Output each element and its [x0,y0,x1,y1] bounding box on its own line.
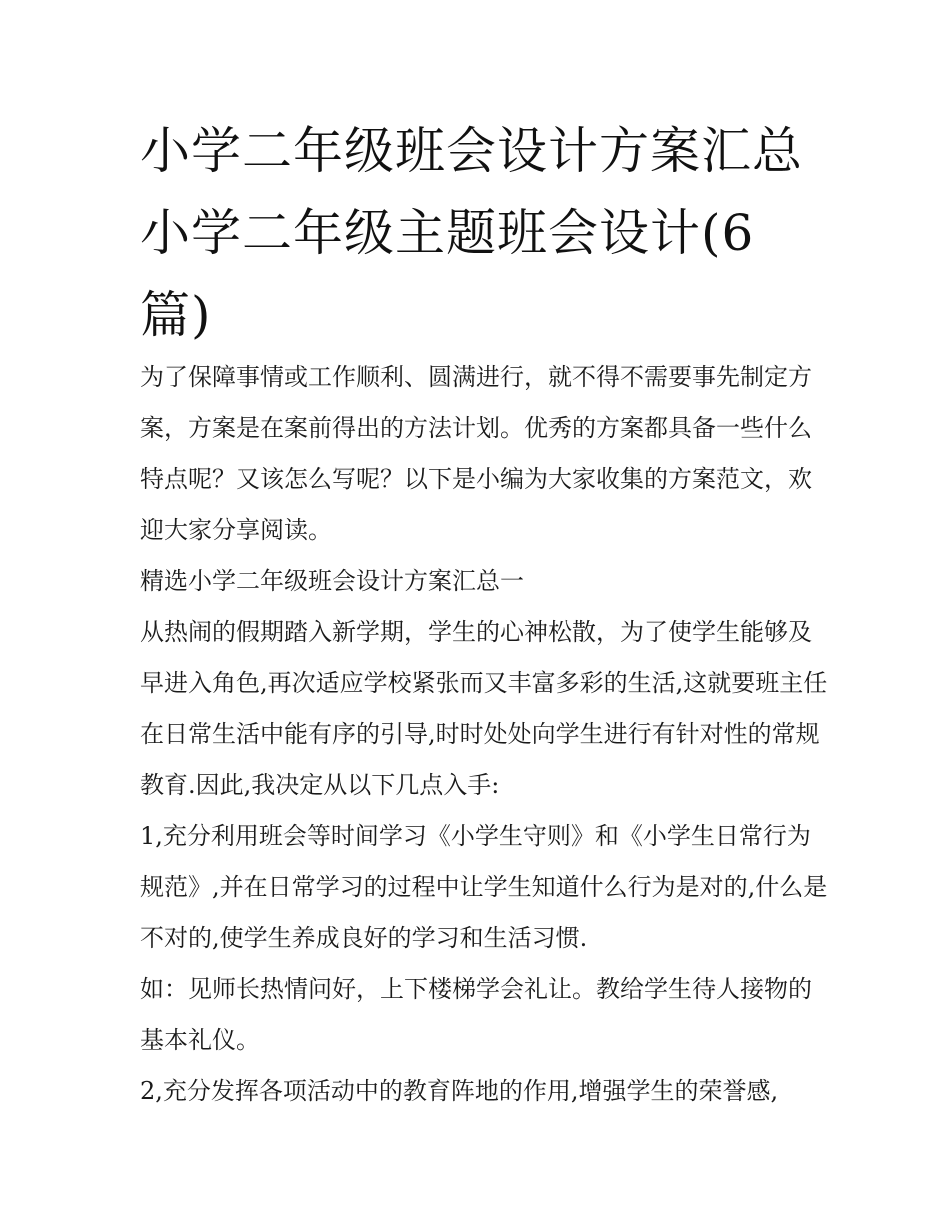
section-heading: 精选小学二年级班会设计方案汇总一 [140,567,524,595]
example-paragraph: 如：见师长热情问好，上下楼梯学会礼让。教给学生待人接物的基本礼仪。 [140,975,812,1054]
body-paragraph: 从热闹的假期踏入新学期，学生的心神松散，为了使学生能够及早进入角色,再次适应学校紧张而又丰富多彩的生活,这就要班主任在日常生活中能有序的引导,时时处处向学生进行有针对性的常规教育.因此,我决定从以下几点入手: [140,618,828,799]
document-body [140,352,830,1117]
list-item-1: 1,充分利用班会等时间学习《小学生守则》和《小学生日常行为规范》,并在日常学习的过程中让学生知道什么行为是对的,什么是不对的,使学生养成良好的学习和生活习惯. [140,822,828,952]
list-item-2: 2,充分发挥各项活动中的教育阵地的作用,增强学生的荣誉感, [140,1077,779,1105]
intro-paragraph: 为了保障事情或工作顺利、圆满进行，就不得不需要事先制定方案，方案是在案前得出的方法计划。优秀的方案都具备一些什么特点呢？又该怎么写呢？以下是小编为大家收集的方案范文，欢迎大家分享阅读。 [140,363,812,544]
document-title: 小学二年级班会设计方案汇总小学二年级主题班会设计(6篇) [140,122,803,344]
